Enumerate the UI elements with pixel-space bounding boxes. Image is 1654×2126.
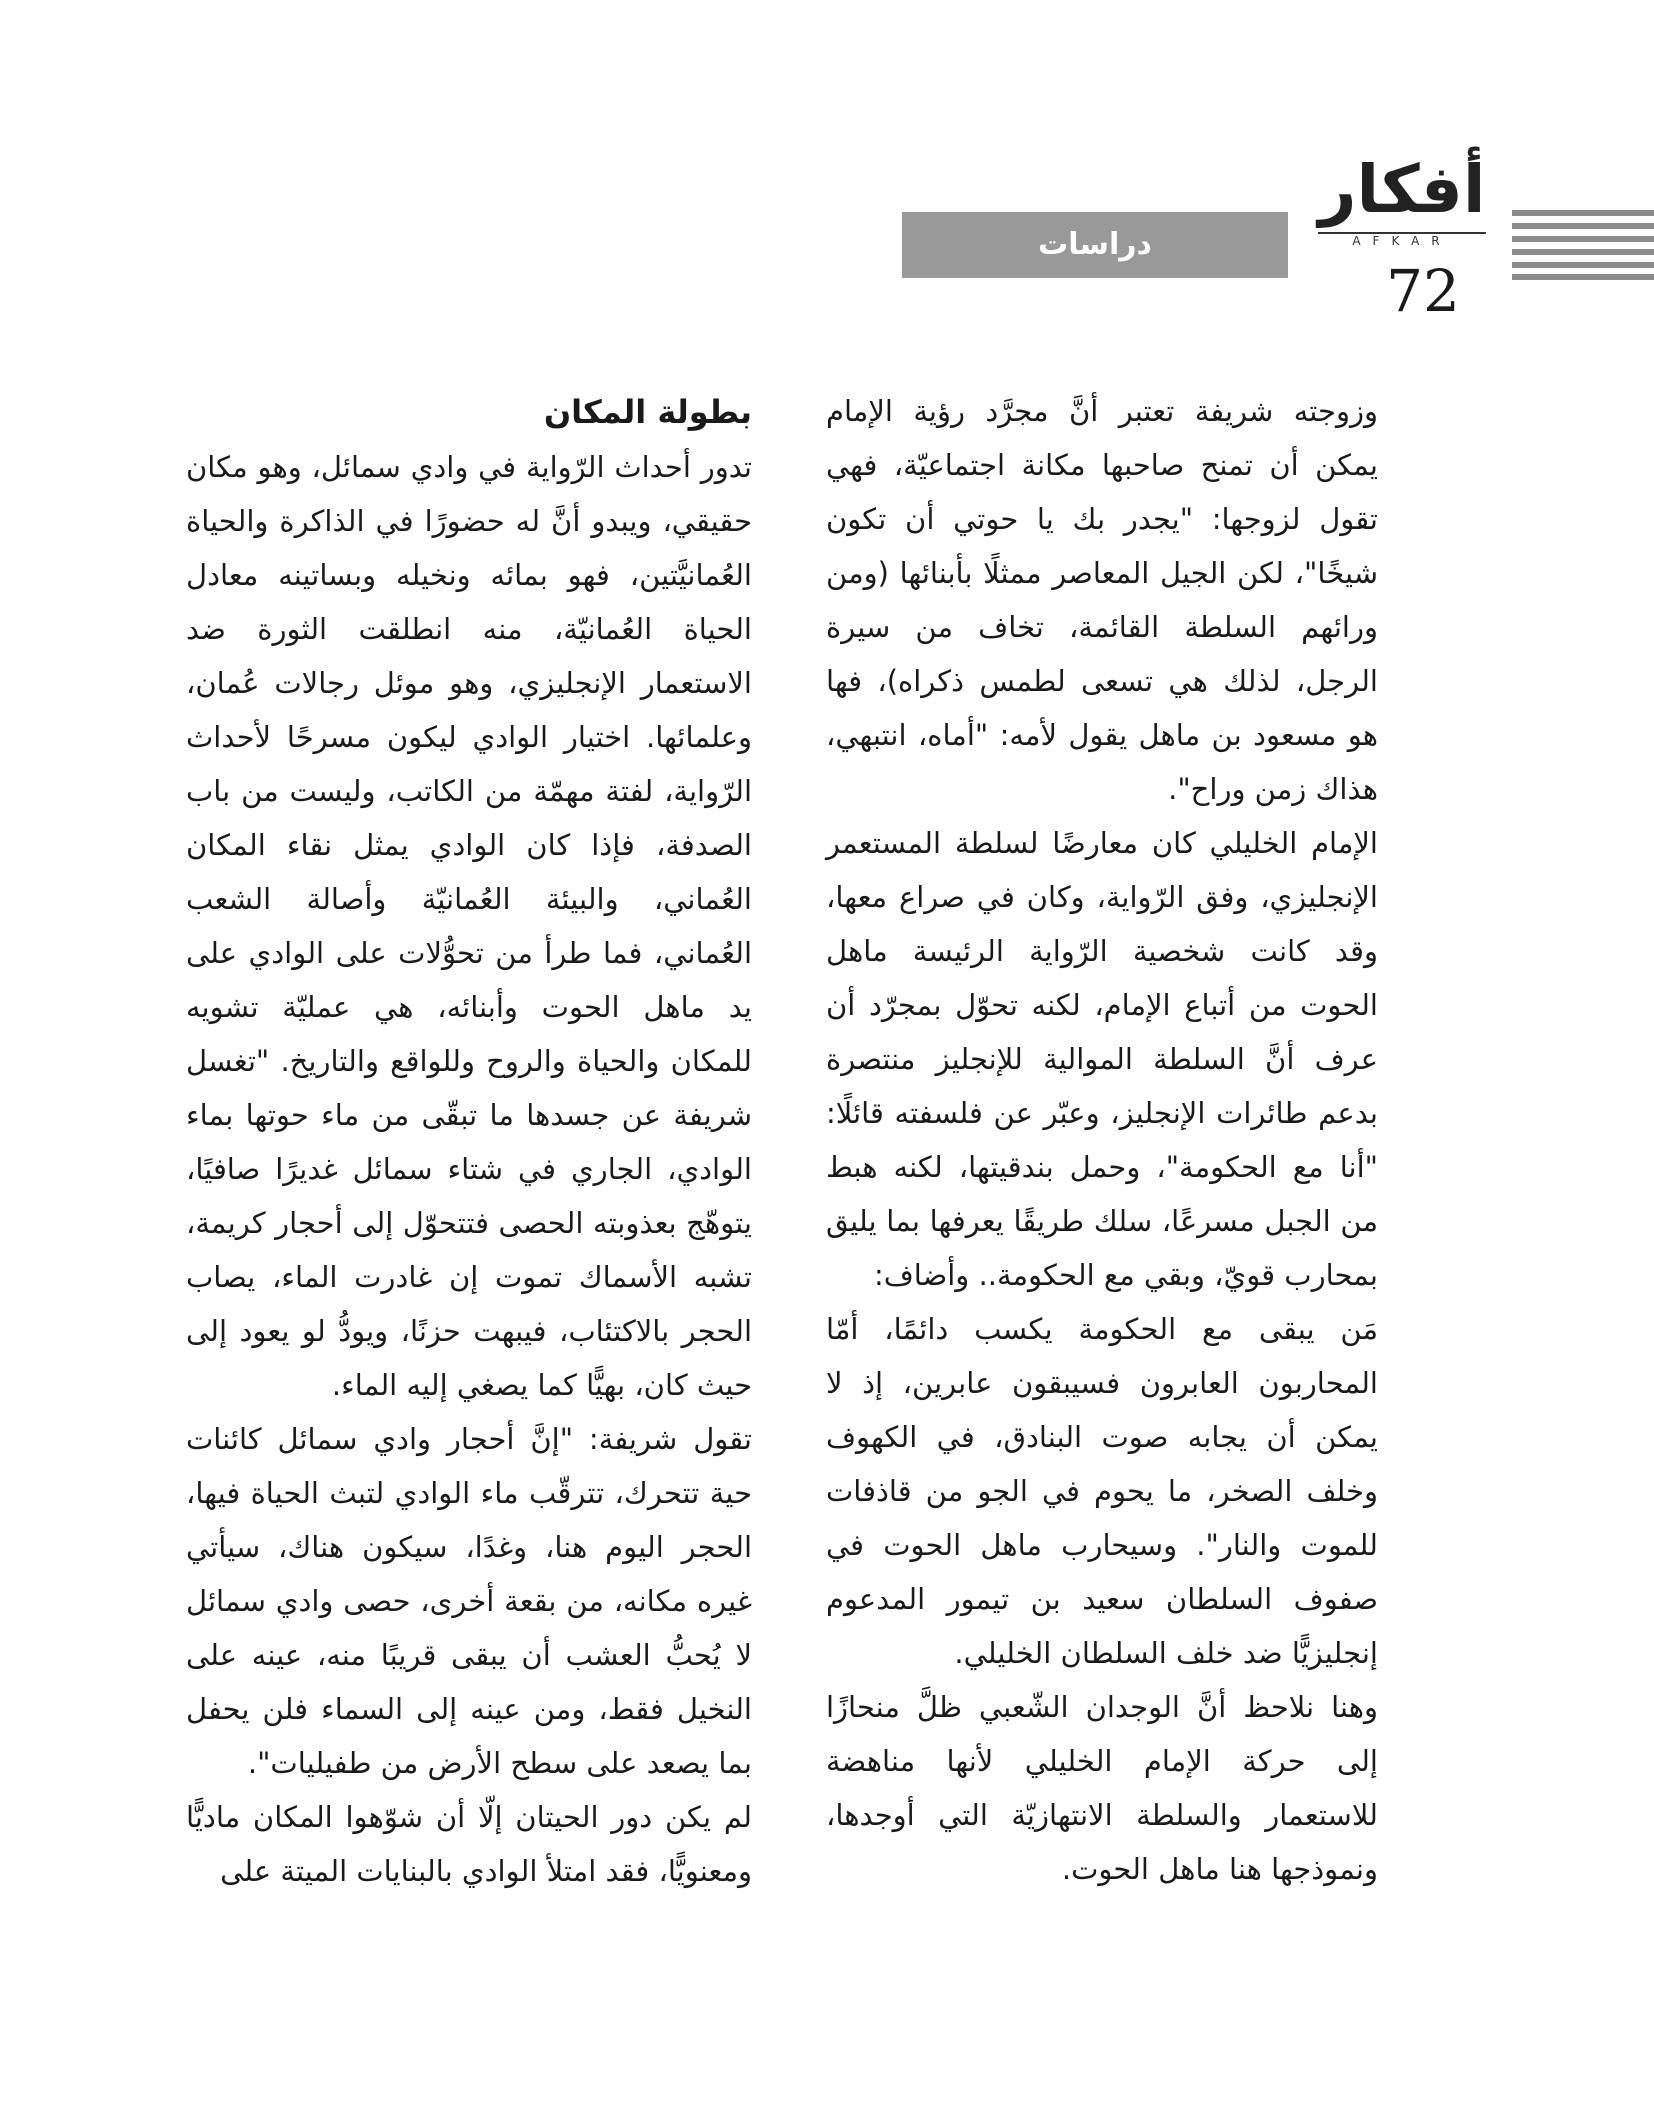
- paragraph: تقول شريفة: "إنَّ أحجار وادي سمائل كائنات حية تتحرك، تترقّب ماء الوادي لتبث الحياة فيها، الحجر اليوم هنا، وغدًا، سيكون هناك، سيأتي غيره مكانه، من بقعة أخرى، حصى وادي سمائل لا يُحبُّ العشب أن يبقى قريبًا منه، عينه على النخيل فقط، ومن عينه إلى السماء فلن يحفل بما يصعد على سطح الأرض من طفيليات".: [186, 1422, 752, 1780]
- paragraph: لم يكن دور الحيتان إلّا أن شوّهوا المكان ماديًّا ومعنويًّا، فقد امتلأ الوادي بالبنايات الميتة على: [186, 1800, 752, 1888]
- magazine-logo: [1318, 152, 1486, 252]
- logo-arabic-text: أفكار: [1318, 151, 1486, 228]
- header-stripe: [1512, 210, 1654, 216]
- header-stripe: [1512, 236, 1654, 242]
- paragraph: وهنا نلاحظ أنَّ الوجدان الشّعبي ظلَّ منحازًا إلى حركة الإمام الخليلي لأنها مناهضة للاستعمار والسلطة الانتهازيّة التي أوجدها، ونموذجها هنا ماهل الحوت.: [826, 1690, 1378, 1886]
- header-stripes: [1512, 210, 1654, 280]
- paragraph: الإمام الخليلي كان معارضًا لسلطة المستعمر الإنجليزي، وفق الرّواية، وكان في صراع معها، وقد كانت شخصية الرّواية الرئيسة ماهل الحوت من أتباع الإمام، لكنه تحوّل بمجرّد أن عرف أنَّ السلطة الموالية للإنجليز منتصرة بدعم طائرات الإنجليز، وعبّر عن فلسفته قائلًا: "أنا مع الحكومة"، وحمل بندقيتها، لكنه هبط من الجبل مسرعًا، سلك طريقًا يعرفها بما يليق بمحارب قويّ، وبقي مع الحكومة.. وأضاف:: [826, 826, 1378, 1292]
- paragraph: تدور أحداث الرّواية في وادي سمائل، وهو مكان حقيقي، ويبدو أنَّ له حضورًا في الذاكرة والحياة العُمانيَّتين، فهو بمائه ونخيله وبساتينه معادل الحياة العُمانيّة، منه انطلقت الثورة ضد الاستعمار الإنجليزي، وهو موئل رجالات عُمان، وعلمائها. اختيار الوادي ليكون مسرحًا لأحداث الرّواية، لفتة مهمّة من الكاتب، وليست من باب الصدفة، فإذا كان الوادي يمثل نقاء المكان العُماني، والبيئة العُمانيّة وأصالة الشعب العُماني، فما طرأ من تحوُّلات على الوادي على يد ماهل الحوت وأبنائه، هي عمليّة تشويه للمكان والحياة والروح وللواقع والتاريخ. "تغسل شريفة عن جسدها ما تبقّى من ماء حوتها بماء الوادي، الجاري في شتاء سمائل غديرًا صافيًا، يتوهّج بعذوبته الحصى فتتحوّل إلى أحجار كريمة، تشبه الأسماك تموت إن غادرت الماء، يصاب الحجر بالاكتئاب، فيبهت حزنًا، ويودُّ لو يعود إلى حيث كان، بهيًّا كما يصغي إليه الماء.: [186, 450, 752, 1402]
- logo-latin-text: AFKAR: [1352, 234, 1452, 248]
- header-stripe: [1512, 249, 1654, 255]
- header-stripe: [1512, 223, 1654, 229]
- left-column: [186, 384, 752, 1898]
- right-column: [826, 384, 1378, 1896]
- page-number: 72: [1386, 257, 1460, 325]
- paragraph: مَن يبقى مع الحكومة يكسب دائمًا، أمّا المحاربون العابرون فسيبقون عابرين، إذ لا يمكن أن يجابه صوت البنادق، في الكهوف وخلف الصخر، ما يحوم في الجو من قاذفات للموت والنار". وسيحارب ماهل الحوت في صفوف السلطان سعيد بن تيمور المدعوم إنجليزيًّا ضد خلف السلطان الخليلي.: [826, 1312, 1378, 1670]
- paragraph: وزوجته شريفة تعتبر أنَّ مجرَّد رؤية الإمام يمكن أن تمنح صاحبها مكانة اجتماعيّة، فهي تقول لزوجها: "يجدر بك يا حوتي أن تكون شيخًا"، لكن الجيل المعاصر ممثلًا بأبنائها (ومن ورائهم السلطة القائمة، تخاف من سيرة الرجل، لذلك هي تسعى لطمس ذكراه)، فها هو مسعود بن ماهل يقول لأمه: "أماه، انتبهي، هذاك زمن وراح".: [826, 394, 1378, 806]
- section-heading: بطولة المكان: [543, 393, 752, 431]
- header-stripe: [1512, 274, 1654, 280]
- section-label: دراسات: [902, 212, 1288, 278]
- header-stripe: [1512, 262, 1654, 268]
